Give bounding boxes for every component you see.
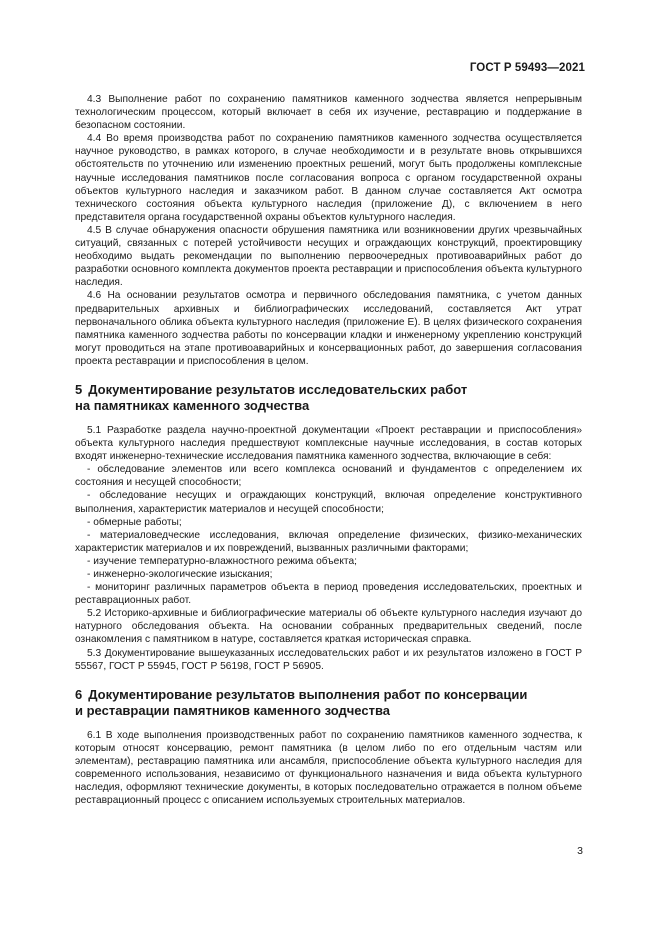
- list-item: - обмерные работы;: [87, 516, 182, 528]
- paragraph-4-3: 4.3 Выполнение работ по сохранению памятников каменного зодчества является непрерывным технологическим процессом, который включает в себя их изучение, реставрацию и поддержание в безопасном состоянии.: [75, 94, 582, 132]
- page-number: 3: [577, 845, 583, 857]
- paragraph-6-1: 6.1 В ходе выполнения производственных работ по сохранению памятников каменного зодчества, к которым относят консервацию, ремонт памятника (в целом либо по его отдельным частям или элементам), реставрацию памятника или ансамбля, приспособление объекта культурного наследия для современного использования, независимо от функционального назначения и вида объекта культурного наследия, оформляют технические документы, в которых последовательно отражается в полном объеме реставрационный процесс с описанием используемых строительных материалов.: [75, 729, 582, 807]
- paragraph-4-4: 4.4 Во время производства работ по сохранению памятников каменного зодчества осуществляется научное руководство, в рамках которого, в случае необходимости и в результате вновь открывшихся обстоятельств по уточнению или изменению проектных решений, могут быть продолжены комплексные научные исследования памятников после согласования вопроса с органом государственной охраны объектов культурного наследия и заказчиком работ. В данном случае составляется Акт осмотра технического состояния объекта культурного наследия (приложение Д), с включением в него представителя органа государственной охраны объектов культурного наследия.: [75, 133, 582, 223]
- paragraph-5-1: 5.1 Разработке раздела научно-проектной документации «Проект реставрации и приспособления» объекта культурного наследия предшествуют комплексные научные исследования, в состав которых входят инженерно-технические исследования памятника каменного зодчества, включающие в себя:: [75, 424, 582, 463]
- list-item: - обследование элементов или всего комплекса оснований и фундаментов с определением их состояния и несущей способности;: [75, 464, 582, 489]
- section-6-title-line1: Документирование результатов выполнения работ по консервации: [88, 686, 528, 702]
- section-5-title-line1: Документирование результатов исследовательских работ: [88, 381, 468, 397]
- list-item: - инженерно-экологические изыскания;: [87, 569, 273, 580]
- document-code-header: ГОСТ Р 59493—2021: [469, 62, 585, 74]
- list-item: - изучение температурно-влажностного режима объекта;: [87, 555, 357, 567]
- section-5-heading: [75, 382, 582, 414]
- list-item: - мониторинг различных параметров объекта в период проведения исследовательских, проектных и реставрационных работ.: [75, 582, 582, 607]
- page-content: [75, 93, 582, 807]
- section-6-title-line2: и реставрации памятников каменного зодчества: [75, 702, 390, 718]
- paragraph-4-6: 4.6 На основании результатов осмотра и первичного обследования памятника, с учетом данных предварительных архивных и библиографических исследований, составляется Акт утрат первоначального облика объекта культурного наследия (приложение Е). В целях физического сохранения памятника каменного зодчества работы по консервации кладки и инженерному укреплению конструкций могут проводиться на этапе противоаварийных и консервационных работ, до завершения согласования проекта реставрации и приспособления в целом.: [75, 290, 582, 367]
- section-6-heading: [75, 687, 582, 719]
- paragraph-4-5: 4.5 В случае обнаружения опасности обрушения памятника или возникновении других чрезвычайных ситуаций, связанных с потерей устойчивости несущих и ограждающих конструкций, проектировщику необходимо выдать рекомендации по выполнению первоочередных противоаварийных работ до разработки основного комплекта документов проекта реставрации и приспособления объекта культурного наследия.: [75, 224, 582, 289]
- section-6-number: 6: [75, 686, 83, 702]
- paragraph-5-3: 5.3 Документирование вышеуказанных исследовательских работ и их результатов изложено в ГОСТ Р 55567, ГОСТ Р 55945, ГОСТ Р 56198, ГОСТ Р 56905.: [75, 647, 582, 672]
- paragraph-5-2: 5.2 Историко-архивные и библиографические материалы об объекте культурного наследия изучают до натурного обследования объекта. На основании собранных предварительных сведений, после ознакомления с памятником в натуре, составляется краткая историческая справка.: [75, 608, 582, 646]
- list-item: - материаловедческие исследования, включая определение физических, физико-механических характеристик материалов и их повреждений, вызванных различными факторами;: [75, 529, 582, 554]
- section-5-title-line2: на памятниках каменного зодчества: [75, 397, 310, 413]
- section-5-number: 5: [75, 381, 83, 397]
- list-item: - обследование несущих и ограждающих конструкций, включая определение конструктивного выполнения, характеристик материалов и несущей способности;: [75, 490, 582, 515]
